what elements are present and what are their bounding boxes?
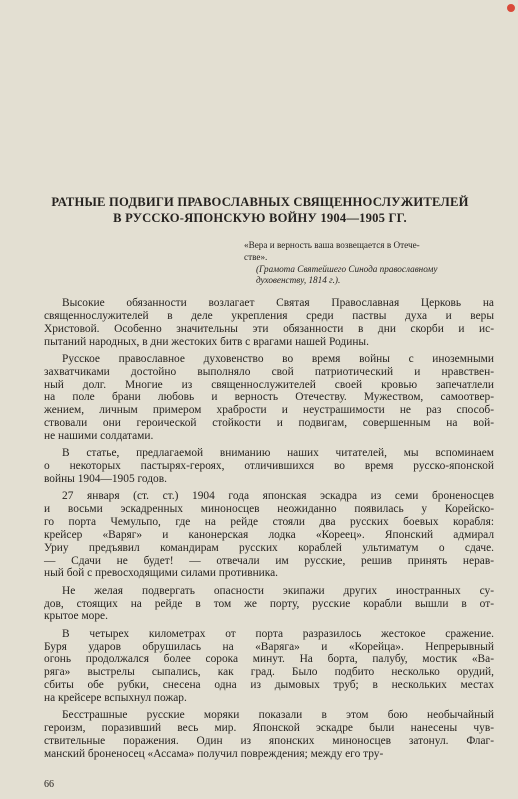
paragraph-line: не нашими солдатами. — [44, 429, 154, 442]
paragraph-line: крейсер «Варяг» и канонерская лодка «Кореец». Японский адмирал — [44, 528, 494, 541]
paragraph-line: Христовой. Особенно значительны эти обязанности в дни скорби и ис- — [44, 322, 494, 335]
page-number: 66 — [44, 779, 54, 790]
paragraph-line: ный бой с превосходящими силами противника. — [44, 567, 279, 580]
paragraph-line: захватчиками достойно выполняло свой патриотический и нравствен- — [44, 365, 494, 378]
paragraph-line: манский броненосец «Ассама» получил повреждения; между его тру- — [44, 747, 384, 760]
body-paragraph — [44, 490, 494, 580]
paragraph-line: Русское православное духовенство во время войны с иноземными — [62, 352, 494, 365]
epigraph-source-line: духовенству, 1814 г.). — [256, 275, 341, 286]
epigraph-quote-line: «Вера и верность ваша возвещается в Отече- — [244, 240, 420, 250]
paragraph-line: го порта Чемульпо, где на рейде стояли два русских боевых корабля: — [44, 516, 494, 528]
epigraph-source-line: (Грамота Святейшего Синода православному — [256, 263, 438, 274]
title-line: В РУССКО-ЯПОНСКУЮ ВОЙНУ 1904—1905 ГГ. — [113, 211, 407, 225]
paragraph-line: на крейсере вспыхнул пожар. — [44, 691, 187, 704]
paragraph-line: жением, личным примером храбрости и неустрашимости не раз способ- — [44, 404, 494, 417]
paragraph-line: Бесстрашные русские моряки показали в этом бою необычайный — [62, 709, 494, 722]
paragraph-line: священнослужителей в деле укрепления среди паствы духа и веры — [44, 309, 494, 322]
paragraph-line: ряга» выстрелы сыпались, как град. Было подбито несколько орудий, — [44, 666, 494, 679]
paragraph-line: ствовали они героической стойкости и подвигам, совершенным на вой- — [44, 417, 494, 430]
paragraph-line: — Сдачи не будет! — отвечали им русские, решив принять нерав- — [44, 554, 494, 567]
paragraph-line: ствительные поражения. Один из японских миноносцев затонул. Флаг- — [44, 735, 494, 747]
paragraph-line: В четырех километрах от порта разразилось жестокое сражение. — [62, 627, 494, 640]
paragraph-line: войны 1904—1905 годов. — [44, 472, 167, 485]
article-title — [40, 194, 480, 226]
paragraph-line: крытое море. — [44, 610, 108, 623]
paragraph-line: Буря ударов обрушилась на «Варяга» и «Корейца». Непрерывный — [44, 640, 494, 653]
epigraph — [244, 240, 494, 287]
body-paragraph — [44, 628, 494, 705]
paragraph-line: ный долг. Многие из священнослужителей своей кровью запечатлели — [44, 378, 494, 391]
paragraph-line: Уриу предъявил командирам русских кораблей ультиматум о сдаче. — [44, 541, 494, 554]
paragraph-line: героизм, поразивший весь мир. Японской эскадре были нанесены чув- — [44, 722, 494, 735]
article-body — [44, 297, 494, 765]
paragraph-line: о некоторых пастырях-героях, отличившихся во время русско-японской — [44, 460, 494, 473]
body-paragraph — [44, 709, 494, 760]
paragraph-line: дов, стоящих на рейде в том же порту, русские корабли вышли в от- — [44, 597, 494, 610]
paragraph-line: В статье, предлагаемой вниманию наших читателей, мы вспоминаем — [62, 447, 494, 460]
body-paragraph — [44, 585, 494, 624]
corner-mark — [507, 4, 515, 12]
paragraph-line: 27 января (ст. ст.) 1904 года японская эскадра из семи броненосцев — [62, 490, 494, 503]
paragraph-line: Не желая подвергать опасности экипажи других иностранных су- — [62, 584, 494, 597]
paragraph-line: Высокие обязанности возлагает Святая Православная Церковь на — [62, 297, 494, 309]
body-paragraph — [44, 447, 494, 486]
body-paragraph — [44, 297, 494, 348]
paragraph-line: на поле брани любовь и верность Отечеству. Мужеством, самоотвер- — [44, 391, 494, 404]
epigraph-quote-line: стве». — [244, 251, 268, 262]
paragraph-line: и восьми эскадренных миноносцев неожиданно появилась у Корейско- — [44, 503, 494, 516]
body-paragraph — [44, 353, 494, 443]
title-line: РАТНЫЕ ПОДВИГИ ПРАВОСЛАВНЫХ СВЯЩЕННОСЛУЖИТЕЛЕЙ — [51, 195, 469, 209]
paragraph-line: сбиты обе рубки, снесена одна из дымовых труб; в нескольких местах — [44, 679, 494, 692]
paragraph-line: пытаний народных, в дни жестоких битв с врагами нашей Родины. — [44, 335, 369, 348]
paragraph-line: огонь продолжался более сорока минут. На борта, палубу, мостик «Ва- — [44, 653, 494, 666]
